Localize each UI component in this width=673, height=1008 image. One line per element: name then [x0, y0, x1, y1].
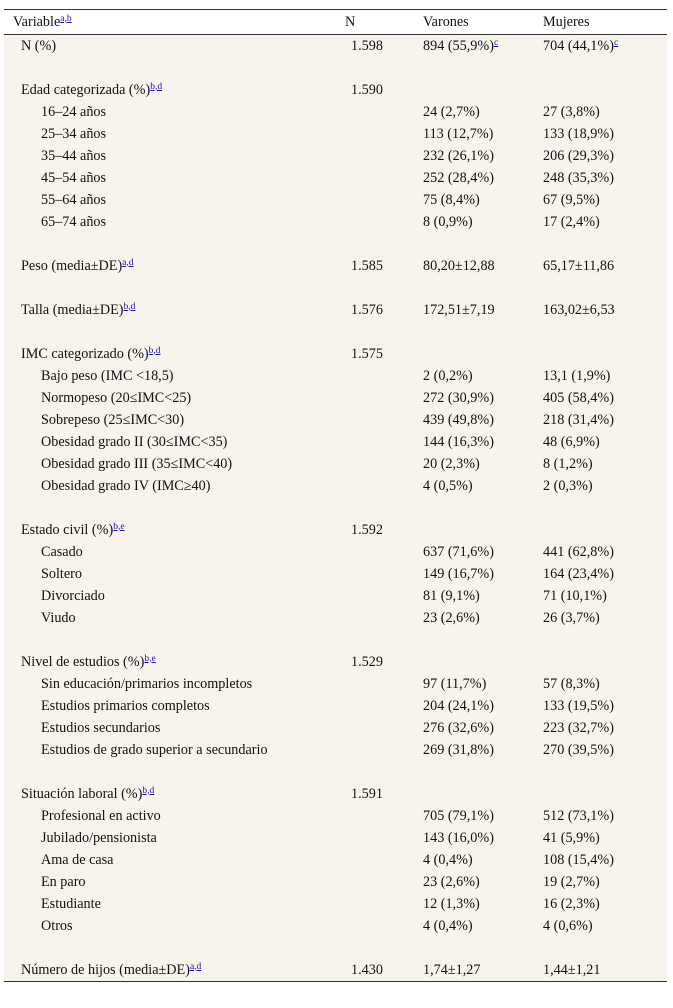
row-label-text: Talla (media±DE) [21, 301, 124, 318]
footnote-link[interactable]: b,e [144, 653, 156, 664]
row-label [4, 959, 345, 982]
table-row [4, 35, 667, 58]
row-label [4, 299, 345, 321]
row-mujeres: 2 (0,3%) [543, 477, 593, 494]
row-label: Estudios de grado superior a secundario [41, 741, 268, 758]
row-mujeres: 270 (39,5%) [543, 741, 614, 758]
row-label: Profesional en activo [41, 807, 161, 824]
table-row [4, 299, 667, 321]
table-row [4, 255, 667, 277]
row-label: Divorciado [41, 587, 105, 604]
spacer-row [4, 321, 667, 343]
table-row [4, 849, 667, 871]
header-variable [4, 10, 345, 35]
row-mujeres: 163,02±6,53 [543, 301, 615, 318]
row-mujeres: 13,1 (1,9%) [543, 367, 611, 384]
row-mujeres: 223 (32,7%) [543, 719, 614, 736]
row-varones: 4 (0,4%) [423, 851, 473, 868]
row-label: Sobrepeso (25≤IMC<30) [41, 411, 185, 428]
table-row [4, 541, 667, 563]
section-label [4, 651, 345, 673]
row-label: Jubilado/pensionista [41, 829, 157, 846]
row-label: 35–44 años [41, 147, 107, 164]
section-n: 1.591 [351, 785, 383, 802]
section-label-text: Nivel de estudios (%) [21, 653, 145, 670]
header-mujeres: Mujeres [543, 10, 667, 35]
row-varones: 80,20±12,88 [423, 257, 495, 274]
row-label [4, 255, 345, 277]
row-label: En paro [41, 873, 86, 890]
header-varones: Varones [423, 10, 543, 35]
row-mujeres: 164 (23,4%) [543, 565, 614, 582]
table-row [4, 607, 667, 629]
row-varones: 8 (0,9%) [423, 213, 473, 230]
demographics-table [4, 9, 667, 982]
footnote-link[interactable]: c [613, 37, 619, 48]
row-mujeres: 133 (18,9%) [543, 125, 614, 142]
row-varones: 637 (71,6%) [423, 543, 494, 560]
table-row [4, 893, 667, 915]
row-varones: 1,74±1,27 [423, 959, 543, 982]
spacer-row [4, 57, 667, 79]
row-mujeres: 218 (31,4%) [543, 411, 614, 428]
footnote-link[interactable]: b,e [113, 521, 125, 532]
row-mujeres: 108 (15,4%) [543, 851, 614, 868]
row-varones: 204 (24,1%) [423, 697, 494, 714]
row-varones: 20 (2,3%) [423, 455, 480, 472]
footnote-link[interactable]: b,d [150, 81, 163, 92]
row-label-text: Peso (media±DE) [21, 257, 123, 274]
row-mujeres: 8 (1,2%) [543, 455, 593, 472]
table-row [4, 387, 667, 409]
row-varones: 24 (2,7%) [423, 103, 480, 120]
row-varones: 113 (12,7%) [423, 125, 494, 142]
table-row [4, 673, 667, 695]
row-varones: 23 (2,6%) [423, 873, 480, 890]
row-mujeres: 41 (5,9%) [543, 829, 600, 846]
spacer-row [4, 277, 667, 299]
row-label: Obesidad grado III (35≤IMC<40) [41, 455, 233, 472]
row-mujeres: 512 (73,1%) [543, 807, 614, 824]
spacer-row [4, 761, 667, 783]
row-varones: 2 (0,2%) [423, 367, 473, 384]
row-varones: 4 (0,4%) [423, 917, 473, 934]
row-varones: 4 (0,5%) [423, 477, 473, 494]
row-varones: 12 (1,3%) [423, 895, 480, 912]
row-label: 45–54 años [41, 169, 107, 186]
row-label: 55–64 años [41, 191, 107, 208]
row-n: 1.576 [351, 301, 383, 318]
footnote-link[interactable]: b,d [123, 301, 136, 312]
row-mujeres-value: 704 (44,1%) [543, 37, 614, 54]
section-label-text: IMC categorizado (%) [21, 345, 149, 362]
spacer-row [4, 497, 667, 519]
row-varones: 232 (26,1%) [423, 147, 494, 164]
row-label: 25–34 años [41, 125, 107, 142]
section-label [4, 783, 345, 805]
table-row [4, 123, 667, 145]
spacer-row [4, 937, 667, 959]
row-label-text: Número de hijos (media±DE) [21, 961, 190, 978]
footnote-link[interactable]: b,d [148, 345, 161, 356]
table-row [4, 563, 667, 585]
row-mujeres: 48 (6,9%) [543, 433, 600, 450]
row-n: 1.598 [351, 37, 383, 54]
row-mujeres: 1,44±1,21 [543, 959, 667, 982]
footnote-link[interactable]: b,d [142, 785, 155, 796]
table-row [4, 805, 667, 827]
row-mujeres: 19 (2,7%) [543, 873, 600, 890]
row-mujeres: 248 (35,3%) [543, 169, 614, 186]
row-varones: 172,51±7,19 [423, 301, 495, 318]
row-varones: 81 (9,1%) [423, 587, 480, 604]
row-varones-value: 894 (55,9%) [423, 37, 494, 54]
table-row [4, 959, 667, 982]
table-row [4, 695, 667, 717]
row-label: Sin educación/primarios incompletos [41, 675, 253, 692]
row-mujeres: 57 (8,3%) [543, 675, 600, 692]
table-row [4, 739, 667, 761]
spacer-row [4, 629, 667, 651]
table-row [4, 717, 667, 739]
row-mujeres: 441 (62,8%) [543, 543, 614, 560]
section-n: 1.592 [351, 521, 383, 538]
row-mujeres: 17 (2,4%) [543, 213, 600, 230]
table-row [4, 585, 667, 607]
row-varones: 97 (11,7%) [423, 675, 487, 692]
header-n: N [345, 10, 423, 35]
section-n: 1.575 [351, 345, 383, 362]
row-mujeres: 71 (10,1%) [543, 587, 607, 604]
row-varones: 276 (32,6%) [423, 719, 494, 736]
row-label: Obesidad grado II (30≤IMC<35) [41, 433, 228, 450]
table-row [4, 915, 667, 937]
row-label: Ama de casa [41, 851, 114, 868]
row-label: Normopeso (20≤IMC<25) [41, 389, 192, 406]
table-row [4, 475, 667, 497]
row-label: 65–74 años [41, 213, 107, 230]
row-mujeres: 405 (58,4%) [543, 389, 614, 406]
footnote-link[interactable]: a,d [189, 961, 202, 972]
row-varones: 269 (31,8%) [423, 741, 494, 758]
table-row [4, 453, 667, 475]
table-row [4, 167, 667, 189]
row-n: 1.585 [351, 257, 383, 274]
row-label: 16–24 años [41, 103, 107, 120]
row-label: Bajo peso (IMC <18,5) [41, 367, 174, 384]
table-row [4, 145, 667, 167]
section-label [4, 519, 345, 541]
row-varones: 272 (30,9%) [423, 389, 494, 406]
section-row-estudios [4, 651, 667, 673]
row-varones [423, 35, 543, 58]
row-mujeres: 65,17±11,86 [543, 257, 615, 274]
row-n: 1.430 [345, 959, 423, 982]
table-row [4, 827, 667, 849]
row-mujeres: 133 (19,5%) [543, 697, 614, 714]
table-row [4, 211, 667, 233]
table-header-row [4, 10, 667, 35]
row-label: Soltero [41, 565, 82, 582]
table-row [4, 365, 667, 387]
section-n: 1.529 [351, 653, 383, 670]
row-mujeres: 26 (3,7%) [543, 609, 600, 626]
row-varones: 75 (8,4%) [423, 191, 480, 208]
row-label: Viudo [41, 609, 76, 626]
row-varones: 143 (16,0%) [423, 829, 494, 846]
row-varones: 439 (49,8%) [423, 411, 494, 428]
row-varones: 149 (16,7%) [423, 565, 494, 582]
row-varones: 705 (79,1%) [423, 807, 494, 824]
table-row [4, 101, 667, 123]
row-label: Obesidad grado IV (IMC≥40) [41, 477, 211, 494]
row-varones: 144 (16,3%) [423, 433, 494, 450]
section-label [4, 343, 345, 365]
row-label: Estudios primarios completos [41, 697, 210, 714]
spacer-row [4, 233, 667, 255]
section-label-text: Estado civil (%) [21, 521, 114, 538]
row-label: Estudiante [41, 895, 101, 912]
row-label: N (%) [21, 37, 57, 54]
row-label: Estudios secundarios [41, 719, 161, 736]
footnote-link[interactable]: c [493, 37, 499, 48]
section-n: 1.590 [351, 81, 383, 98]
section-label-text: Edad categorizada (%) [21, 81, 151, 98]
header-variable-label: Variable [13, 13, 61, 30]
row-mujeres: 206 (29,3%) [543, 147, 614, 164]
table-row [4, 871, 667, 893]
row-mujeres: 4 (0,6%) [543, 917, 593, 934]
row-label: Otros [41, 917, 73, 934]
section-row-laboral [4, 783, 667, 805]
section-row-civil [4, 519, 667, 541]
section-label [4, 79, 345, 101]
row-mujeres: 67 (9,5%) [543, 191, 600, 208]
row-label: Casado [41, 543, 83, 560]
row-varones: 23 (2,6%) [423, 609, 480, 626]
data-table-container [4, 9, 667, 982]
footnote-link[interactable]: a,b [60, 13, 72, 24]
table-row [4, 189, 667, 211]
section-row-imc [4, 343, 667, 365]
row-mujeres: 16 (2,3%) [543, 895, 600, 912]
section-label-text: Situación laboral (%) [21, 785, 143, 802]
row-mujeres: 27 (3,8%) [543, 103, 600, 120]
section-row-edad [4, 79, 667, 101]
table-row [4, 431, 667, 453]
footnote-link[interactable]: a,d [122, 257, 134, 268]
row-mujeres [543, 35, 667, 58]
table-row [4, 409, 667, 431]
row-varones: 252 (28,4%) [423, 169, 494, 186]
